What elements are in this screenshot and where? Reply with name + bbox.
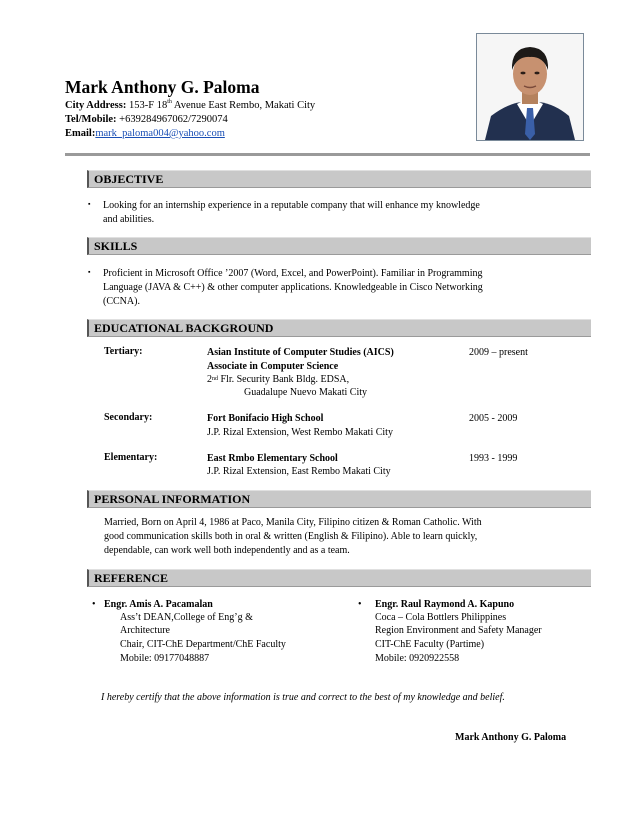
tertiary-address: 2nd Flr. Security Bank Bldg. EDSA, — [207, 374, 350, 385]
tertiary-school: Asian Institute of Computer Studies (AICS) — [207, 347, 394, 358]
personal-section-header — [87, 490, 591, 508]
secondary-years: 2005 - 2009 — [469, 413, 518, 424]
tel-value: +639284967062/7290074 — [119, 114, 228, 125]
reference-section-header — [87, 569, 591, 587]
profile-photo — [476, 33, 584, 141]
certification-statement: I hereby certify that the above information is true and correct to the best of my knowledge and belief. — [101, 692, 505, 703]
reference-title: REFERENCE — [94, 571, 169, 585]
city-address — [65, 100, 315, 111]
objective-bullet-icon: ▪ — [88, 200, 91, 208]
reference-1-name: Engr. Amis A. Pacamalan — [104, 599, 213, 610]
tel-mobile — [65, 114, 228, 125]
reference-1-line4: Mobile: 09177048887 — [120, 653, 210, 664]
secondary-address: J.P. Rizal Extension, West Rembo Makati City — [207, 427, 393, 438]
reference-2-line1: Coca – Cola Bottlers Philippines — [375, 612, 507, 623]
reference-1-line2: Architecture — [120, 625, 170, 636]
elementary-address: J.P. Rizal Extension, East Rembo Makati City — [207, 466, 391, 477]
objective-title: OBJECTIVE — [94, 172, 164, 186]
reference-2-line4: Mobile: 0920922558 — [375, 653, 460, 664]
tertiary-years: 2009 – present — [469, 347, 528, 358]
skills-title: SKILLS — [94, 239, 138, 253]
skills-bullet-icon: ▪ — [88, 268, 91, 276]
secondary-school: Fort Bonifacio High School — [207, 413, 324, 424]
signature-name: Mark Anthony G. Paloma — [455, 732, 567, 743]
reference-2-bullet-icon: • — [358, 599, 362, 610]
skills-text: Proficient in Microsoft Office ’2007 (Word, Excel, and PowerPoint). Familiar in Programming Language (JAVA & C++) & other computer applications. Knowledgeable in Cisco Networking (CCNA). — [103, 268, 483, 307]
email-label: Email: — [65, 128, 96, 139]
personal-title: PERSONAL INFORMATION — [94, 492, 251, 506]
city-address-label: City Address: — [65, 100, 127, 111]
reference-1-line3: Chair, CIT-ChE Department/ChE Faculty — [120, 639, 286, 650]
elementary-label: Elementary: — [104, 452, 158, 463]
email — [65, 128, 225, 139]
reference-2-name: Engr. Raul Raymond A. Kapuno — [375, 599, 515, 610]
tertiary-course: Associate in Computer Science — [207, 361, 339, 372]
personal-text: Married, Born on April 4, 1986 at Paco, Manila City, Filipino citizen & Roman Catholic. With good communication skills both in oral & written (English & Filipino). Able to learn quickly, dependable, can work well both independently and as a team. — [104, 517, 482, 556]
city-address-value: 153-F 18th Avenue East Rembo, Makati City — [128, 99, 316, 111]
reference-1-bullet-icon: • — [92, 599, 96, 610]
education-title: EDUCATIONAL BACKGROUND — [94, 321, 274, 335]
objective-section-header — [87, 170, 591, 188]
education-section-header — [87, 319, 591, 337]
reference-1-line1: Ass’t DEAN,College of Eng’g & — [120, 612, 253, 623]
elementary-school: East Rmbo Elementary School — [207, 453, 338, 464]
tertiary-address-2: Guadalupe Nuevo Makati City — [244, 387, 368, 398]
applicant-name: Mark Anthony G. Paloma — [65, 77, 260, 97]
header-divider — [65, 153, 590, 156]
elementary-years: 1993 - 1999 — [469, 453, 518, 464]
tel-label: Tel/Mobile: — [65, 114, 117, 125]
reference-2-line2: Region Environment and Safety Manager — [375, 625, 542, 636]
tertiary-label: Tertiary: — [104, 346, 143, 357]
reference-2-line3: CIT-ChE Faculty (Partime) — [375, 639, 485, 650]
email-link[interactable]: mark_paloma004@yahoo.com — [95, 128, 225, 139]
objective-text: Looking for an internship experience in a reputable company that will enhance my knowledge and abilities. — [103, 200, 480, 225]
secondary-label: Secondary: — [104, 412, 153, 423]
skills-section-header — [87, 237, 591, 255]
